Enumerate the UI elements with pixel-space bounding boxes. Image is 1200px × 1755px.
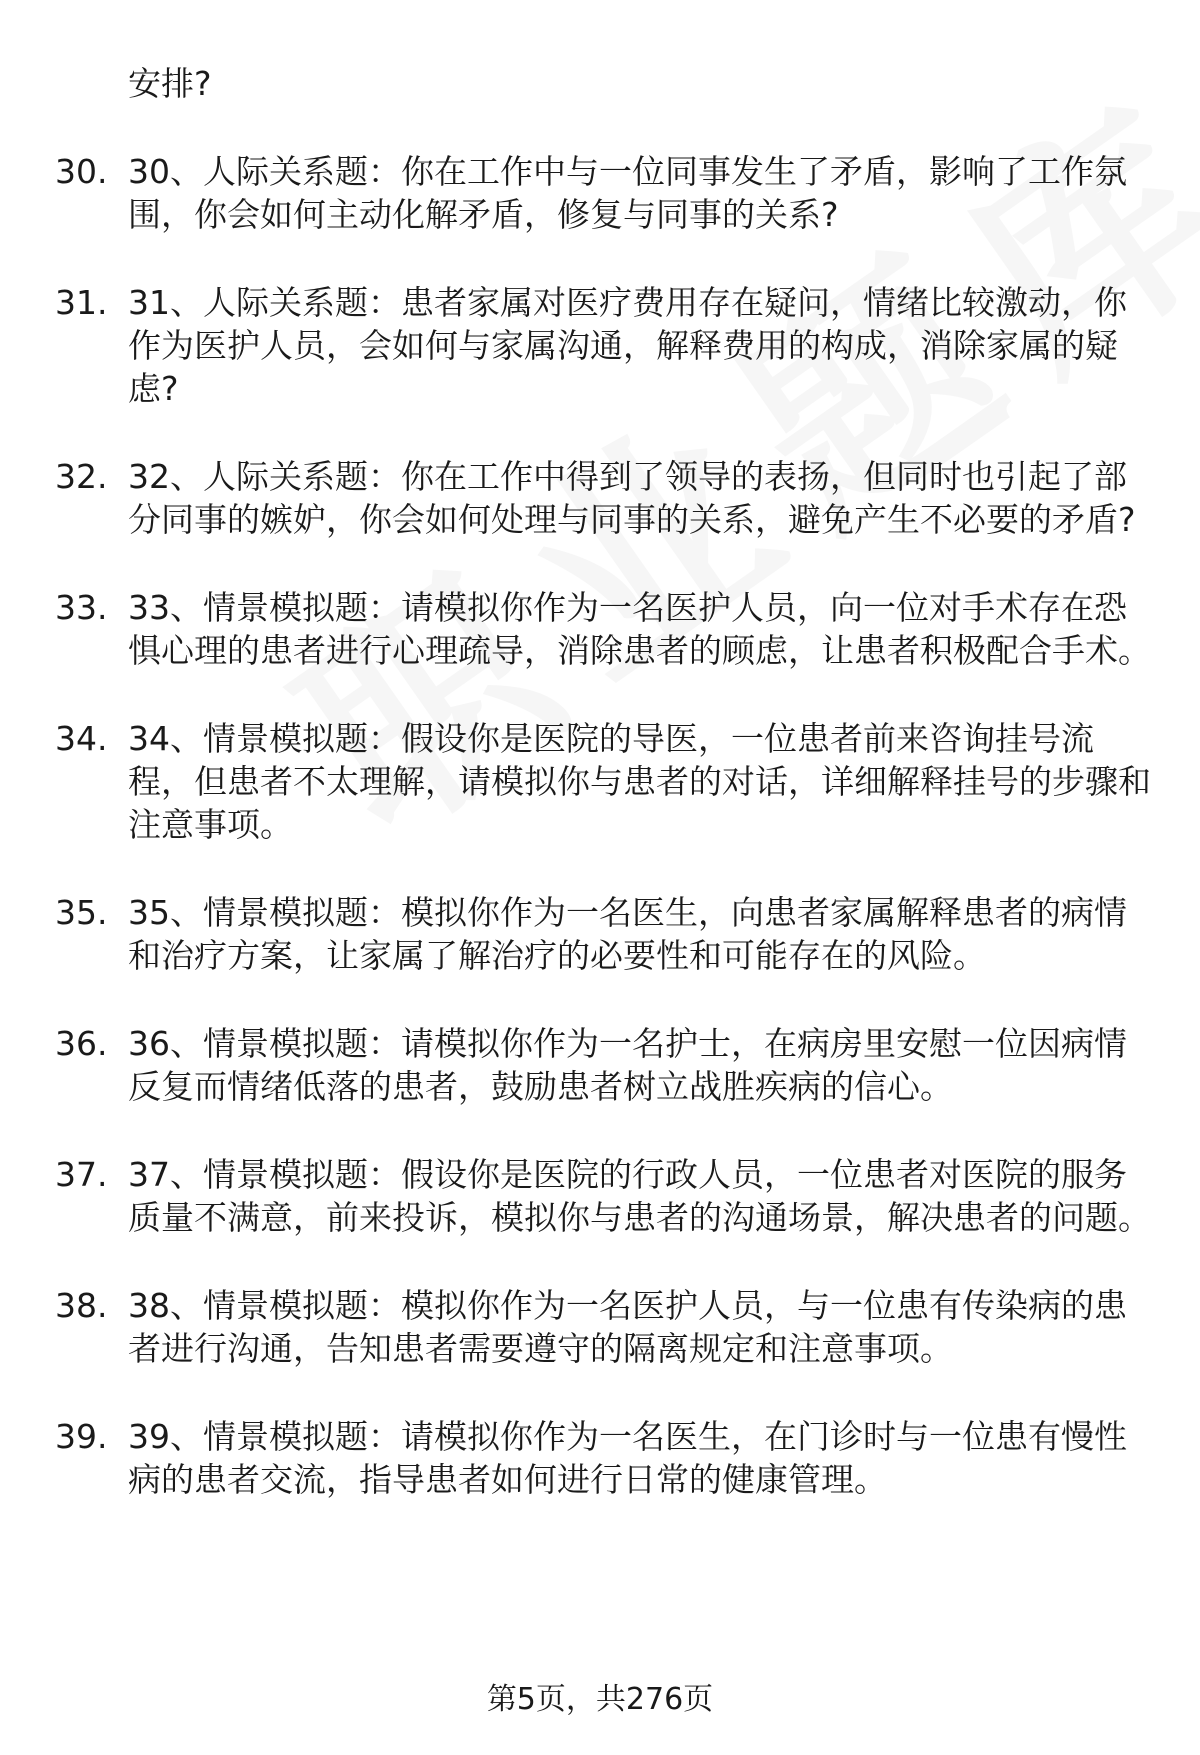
list-item bbox=[55, 150, 1155, 236]
item-text: 36、情景模拟题：请模拟你作为一名护士，在病房里安慰一位因病情反复而情绪低落的患者，鼓励患者树立战胜疾病的信心。 bbox=[128, 1024, 1127, 1106]
list-item bbox=[55, 455, 1155, 541]
item-number: 31. bbox=[55, 283, 108, 322]
item-text: 33、情景模拟题：请模拟你作为一名医护人员，向一位对手术存在恐惧心理的患者进行心理疏导，消除患者的顾虑，让患者积极配合手术。 bbox=[128, 588, 1151, 670]
item-number: 37. bbox=[55, 1155, 108, 1194]
list-item bbox=[55, 1153, 1155, 1239]
item-number: 35. bbox=[55, 893, 108, 932]
page-footer: 第5页，共276页 bbox=[486, 1682, 714, 1717]
item-number: 34. bbox=[55, 719, 108, 758]
item-number: 30. bbox=[55, 152, 108, 191]
item-number: 39. bbox=[55, 1417, 108, 1456]
item-text: 37、情景模拟题：假设你是医院的行政人员，一位患者对医院的服务质量不满意，前来投诉，模拟你与患者的沟通场景，解决患者的问题。 bbox=[128, 1155, 1151, 1237]
item-text: 38、情景模拟题：模拟你作为一名医护人员，与一位患有传染病的患者进行沟通，告知患者需要遵守的隔离规定和注意事项。 bbox=[128, 1286, 1127, 1368]
list-item bbox=[55, 1284, 1155, 1370]
item-number: 38. bbox=[55, 1286, 108, 1325]
question-list bbox=[55, 62, 1155, 1501]
item-number: 36. bbox=[55, 1024, 108, 1063]
item-text: 30、人际关系题：你在工作中与一位同事发生了矛盾，影响了工作氛围，你会如何主动化解矛盾，修复与同事的关系? bbox=[128, 152, 1127, 234]
item-text: 31、人际关系题：患者家属对医疗费用存在疑问，情绪比较激动，你作为医护人员，会如何与家属沟通，解释费用的构成，消除家属的疑虑? bbox=[128, 283, 1127, 408]
item-number: 32. bbox=[55, 457, 108, 496]
list-item bbox=[55, 717, 1155, 846]
list-item bbox=[55, 586, 1155, 672]
list-item bbox=[55, 891, 1155, 977]
item-text: 34、情景模拟题：假设你是医院的导医，一位患者前来咨询挂号流程，但患者不太理解，请模拟你与患者的对话，详细解释挂号的步骤和注意事项。 bbox=[128, 719, 1151, 844]
list-item bbox=[55, 1415, 1155, 1501]
continuation-text: 安排? bbox=[128, 64, 212, 103]
item-number: 33. bbox=[55, 588, 108, 627]
item-text: 32、人际关系题：你在工作中得到了领导的表扬，但同时也引起了部分同事的嫉妒，你会如何处理与同事的关系，避免产生不必要的矛盾? bbox=[128, 457, 1136, 539]
item-text: 35、情景模拟题：模拟你作为一名医生，向患者家属解释患者的病情和治疗方案，让家属了解治疗的必要性和可能存在的风险。 bbox=[128, 893, 1127, 975]
list-item bbox=[55, 281, 1155, 410]
item-text: 39、情景模拟题：请模拟你作为一名医生，在门诊时与一位患有慢性病的患者交流，指导患者如何进行日常的健康管理。 bbox=[128, 1417, 1127, 1499]
list-item bbox=[55, 1022, 1155, 1108]
